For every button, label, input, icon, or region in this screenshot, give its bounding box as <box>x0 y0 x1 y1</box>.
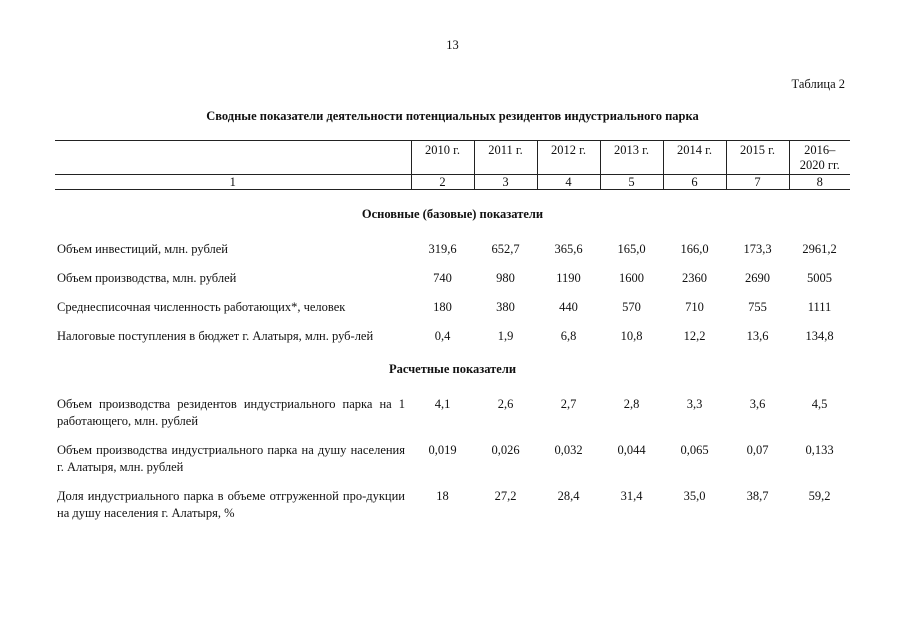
row-label: Доля индустриального парка в объеме отгруженной про-дукции на душу населения г. Алатыря, % <box>57 489 405 520</box>
cell-value: 180 <box>433 300 452 314</box>
cell-value: 0,026 <box>491 443 520 457</box>
header-year: 2013 г. <box>600 141 663 175</box>
cell-value: 980 <box>496 271 515 285</box>
cell-value: 380 <box>496 300 515 314</box>
cell-value: 6,8 <box>560 329 577 343</box>
cell-value: 12,2 <box>683 329 706 343</box>
cell-value: 166,0 <box>680 242 709 256</box>
cell-value: 1,9 <box>497 329 514 343</box>
cell-value: 59,2 <box>808 489 831 503</box>
cell-value: 27,2 <box>494 489 517 503</box>
page-number: 13 <box>446 38 459 52</box>
cell-value: 2961,2 <box>802 242 837 256</box>
cell-value: 652,7 <box>491 242 520 256</box>
header-year: 2011 г. <box>474 141 537 175</box>
cell-value: 570 <box>622 300 641 314</box>
cell-value: 3,6 <box>749 397 766 411</box>
cell-value: 2,8 <box>623 397 640 411</box>
cell-value: 38,7 <box>746 489 769 503</box>
column-number: 5 <box>600 175 663 190</box>
cell-value: 440 <box>559 300 578 314</box>
section-header-basic <box>55 190 850 230</box>
header-year: 2015 г. <box>726 141 789 175</box>
header-year: 2010 г. <box>411 141 474 175</box>
header-year: 2012 г. <box>537 141 600 175</box>
cell-value: 18 <box>436 489 449 503</box>
indicators-table <box>55 140 850 522</box>
row-label: Объем инвестиций, млн. рублей <box>57 242 228 256</box>
table-title: Сводные показатели деятельности потенциальных резидентов индустриального парка <box>206 109 699 123</box>
cell-value: 2,7 <box>560 397 577 411</box>
section-header-calculated <box>55 345 850 384</box>
cell-value: 2360 <box>682 271 707 285</box>
cell-value: 31,4 <box>620 489 643 503</box>
cell-value: 0,4 <box>434 329 451 343</box>
column-number: 1 <box>55 175 411 190</box>
table-row <box>55 476 850 522</box>
cell-value: 0,032 <box>554 443 583 457</box>
cell-value: 4,5 <box>811 397 828 411</box>
cell-value: 173,3 <box>743 242 772 256</box>
header-year: 2014 г. <box>663 141 726 175</box>
row-label: Объем производства, млн. рублей <box>57 271 237 285</box>
header-numbers-row <box>55 175 850 190</box>
column-number: 4 <box>537 175 600 190</box>
row-label: Объем производства резидентов индустриального парка на 1 работающего, млн. рублей <box>57 397 405 428</box>
section-title: Расчетные показатели <box>388 362 517 376</box>
cell-value: 0,044 <box>617 443 646 457</box>
row-label: Объем производства индустриального парка на душу населения г. Алатыря, млн. рублей <box>57 443 405 474</box>
cell-value: 365,6 <box>554 242 583 256</box>
column-number: 6 <box>663 175 726 190</box>
cell-value: 2690 <box>745 271 770 285</box>
cell-value: 1111 <box>807 300 832 314</box>
cell-value: 0,133 <box>805 443 834 457</box>
column-number: 3 <box>474 175 537 190</box>
cell-value: 3,3 <box>686 397 703 411</box>
table-row <box>55 316 850 345</box>
table-label: Таблица 2 <box>791 77 845 91</box>
cell-value: 10,8 <box>620 329 643 343</box>
header-year: 2016– 2020 гг. <box>789 141 850 175</box>
cell-value: 13,6 <box>746 329 769 343</box>
row-label: Налоговые поступления в бюджет г. Алатыря, млн. руб-лей <box>57 329 374 343</box>
cell-value: 0,019 <box>428 443 457 457</box>
column-number: 8 <box>789 175 850 190</box>
table-row <box>55 384 850 430</box>
cell-value: 4,1 <box>434 397 451 411</box>
table-row <box>55 430 850 476</box>
column-number: 2 <box>411 175 474 190</box>
cell-value: 0,07 <box>746 443 769 457</box>
table-row <box>55 258 850 287</box>
row-label: Среднесписочная численность работающих*, человек <box>57 300 346 314</box>
table-row <box>55 229 850 258</box>
cell-value: 0,065 <box>680 443 709 457</box>
cell-value: 740 <box>433 271 452 285</box>
cell-value: 35,0 <box>683 489 706 503</box>
section-title: Основные (базовые) показатели <box>361 207 544 221</box>
cell-value: 28,4 <box>557 489 580 503</box>
cell-value: 319,6 <box>428 242 457 256</box>
header-blank-cell <box>55 141 411 175</box>
cell-value: 710 <box>685 300 704 314</box>
column-number: 7 <box>726 175 789 190</box>
cell-value: 755 <box>748 300 767 314</box>
header-years-row <box>55 141 850 175</box>
cell-value: 5005 <box>807 271 832 285</box>
cell-value: 1190 <box>556 271 581 285</box>
cell-value: 2,6 <box>497 397 514 411</box>
table-row <box>55 287 850 316</box>
cell-value: 165,0 <box>617 242 646 256</box>
cell-value: 134,8 <box>805 329 834 343</box>
cell-value: 1600 <box>619 271 644 285</box>
